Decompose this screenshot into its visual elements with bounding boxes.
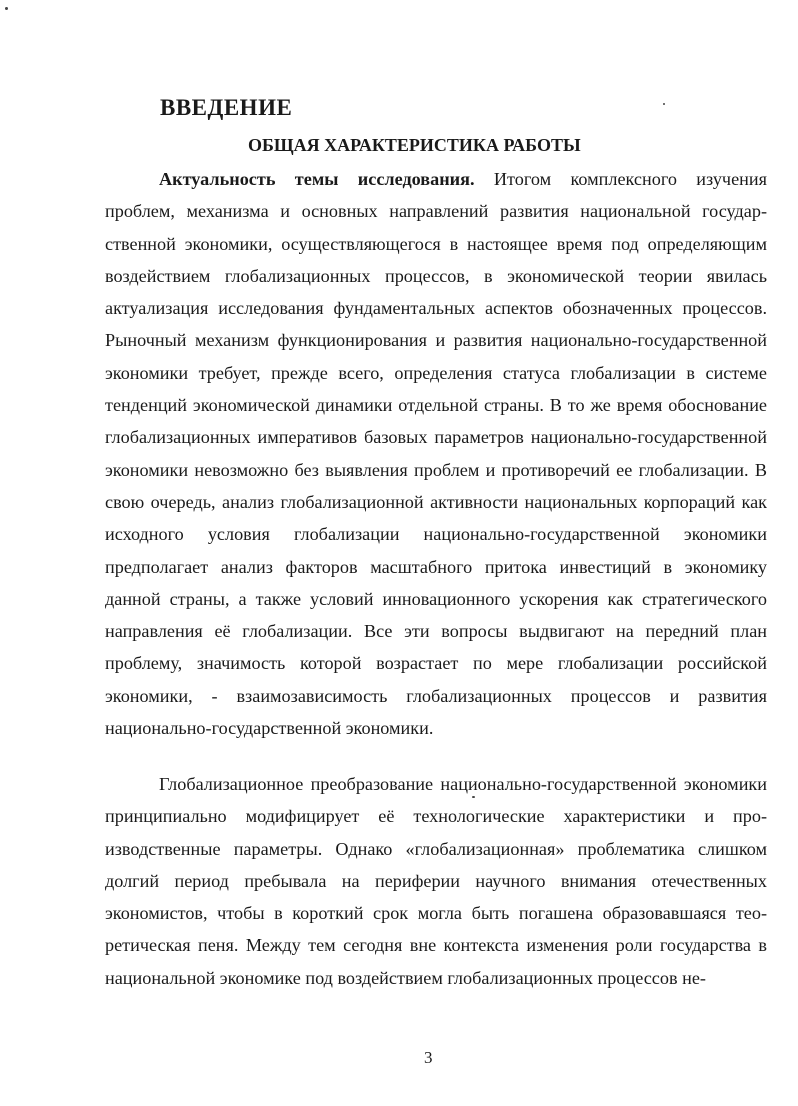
- page-number: 3: [424, 1048, 433, 1067]
- section-title: ОБЩАЯ ХАРАКТЕРИСТИКА РАБОТЫ: [248, 135, 581, 155]
- scan-speck: [5, 7, 8, 10]
- paragraph-lead: Актуальность темы исследования.: [159, 169, 475, 189]
- paragraph-relevance: [105, 163, 767, 744]
- paragraph-body: Итогом комплексного изучения проблем, механизма и основных направлений развития национальной государственной экономики, осуществляющегося в настоящее время под определяющим воздействием глобализационных процессов, в экономической теории явилась актуализация исследования фундаментальных аспектов обозначенных процессов. Рыночный механизм функционирования и развития национально-государственной экономики требует, прежде всего, определения статуса глобализации в системе тенденций экономической динамики отдельной страны. В то же время обоснование глобализационных императивов базовых параметров национально-государственной экономики невозможно без выявления проблем и противоречий ее глобализации. В свою очередь, анализ глобализационной активности национальных корпораций как исходного условия глобализации национально-государственной экономики предполагает анализ факторов масштабного притока инвестиций в экономику данной страны, а также условий инновационного ускорения как стратегического направления её глобализации. Все эти вопросы выдвигают на передний план проблему, значимость которой возрастает по мере глобализации российской экономики, - взаимозависимость глобализационных процессов и развития национально-государственной экономики.: [105, 169, 767, 739]
- scan-speck: [663, 103, 665, 105]
- paragraph-globalization: Глобализационное преобразование национально-государственной экономики принципиально модифицирует её технологические характеристики и производственные параметры. Однако «глобализационная» проблематика слишком долгий период пребывала на периферии научного внимания отечественных экономистов, чтобы в короткий срок могла быть погашена образовавшаяся теоретическая пеня. Между тем сегодня вне контекста изменения роли государства в национальной экономике под воздействием глобализационных процессов не-: [105, 774, 767, 988]
- scan-speck: [472, 796, 475, 798]
- chapter-title: ВВЕДЕНИЕ: [160, 95, 293, 120]
